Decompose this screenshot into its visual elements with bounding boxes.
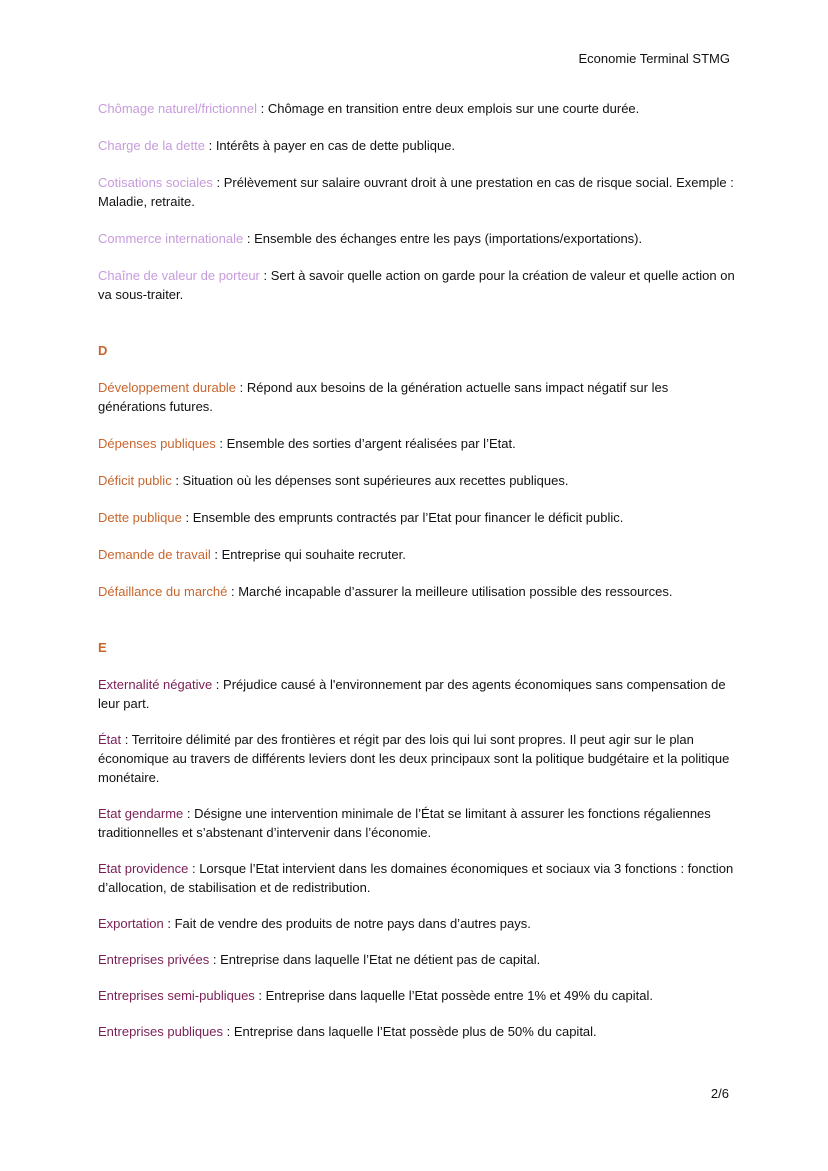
glossary-term: Défaillance du marché — [98, 584, 228, 599]
glossary-entry — [98, 173, 738, 211]
glossary-term: Etat gendarme — [98, 806, 184, 821]
glossary-definition: Répond aux besoins de la génération actuelle sans impact négatif sur les générations futures. — [98, 380, 669, 414]
glossary-term: Etat providence — [98, 861, 189, 876]
page-number: 2/6 — [710, 1086, 729, 1101]
glossary-definition: Préjudice causé à l'environnement par des agents économiques sans compensation de leur part. — [98, 677, 726, 711]
term-separator: : — [121, 732, 132, 747]
term-separator: : — [243, 231, 255, 246]
term-separator: : — [204, 138, 216, 153]
glossary-entry — [98, 434, 738, 453]
term-separator: : — [259, 268, 271, 283]
term-separator: : — [212, 677, 224, 692]
section-letter-d: D — [98, 343, 108, 358]
term-separator: : — [215, 436, 227, 451]
glossary-definition: Ensemble des sorties d’argent réalisées par l’Etat. — [226, 436, 516, 451]
glossary-entry — [98, 1022, 738, 1041]
glossary-term: Charge de la dette — [98, 138, 205, 153]
glossary-entry — [98, 229, 738, 248]
term-separator: : — [254, 988, 266, 1003]
glossary-definition: Entreprise qui souhaite recruter. — [221, 547, 406, 562]
term-separator: : — [227, 584, 239, 599]
glossary-definition: Fait de vendre des produits de notre pays dans d’autres pays. — [174, 916, 531, 931]
term-separator: : — [181, 510, 193, 525]
glossary-term: Entreprises privées — [98, 952, 210, 967]
glossary-term: Cotisations sociales — [98, 175, 213, 190]
term-separator: : — [210, 547, 222, 562]
term-separator: : — [171, 473, 183, 488]
glossary-definition: Entreprise dans laquelle l’Etat possède entre 1% et 49% du capital. — [265, 988, 653, 1003]
glossary-term: Entreprises semi-publiques — [98, 988, 255, 1003]
term-separator: : — [223, 1024, 234, 1039]
glossary-term: Développement durable — [98, 380, 237, 395]
glossary-entry — [98, 136, 738, 155]
term-separator: : — [256, 101, 268, 116]
glossary-term: Déficit public — [98, 473, 172, 488]
term-separator: : — [236, 380, 247, 395]
glossary-definition: Prélèvement sur salaire ouvrant droit à une prestation en cas de risque social. Exemple : Maladie, retraite. — [98, 175, 734, 209]
glossary-entry — [98, 99, 738, 118]
document-header: Economie Terminal STMG — [578, 51, 730, 66]
glossary-term: Exportation — [98, 916, 164, 931]
glossary-entry — [98, 266, 738, 304]
glossary-entry — [98, 582, 738, 601]
glossary-entry — [98, 471, 738, 490]
glossary-term: Chômage naturel/frictionnel — [98, 101, 257, 116]
glossary-term: Entreprises publiques — [98, 1024, 224, 1039]
term-separator: : — [188, 861, 200, 876]
glossary-entry — [98, 950, 738, 969]
glossary-entry — [98, 914, 738, 933]
glossary-entry — [98, 986, 738, 1005]
glossary-definition: Marché incapable d’assurer la meilleure utilisation possible des ressources. — [238, 584, 673, 599]
glossary-term: État — [98, 732, 122, 747]
term-separator: : — [183, 806, 195, 821]
glossary-term: Demande de travail — [98, 547, 211, 562]
glossary-definition: Entreprise dans laquelle l’Etat ne détient pas de capital. — [220, 952, 541, 967]
glossary-entry — [98, 378, 738, 416]
term-separator: : — [209, 952, 221, 967]
glossary-term: Externalité négative — [98, 677, 213, 692]
glossary-entry — [98, 859, 738, 897]
glossary-definition: Lorsque l’Etat intervient dans les domaines économiques et sociaux via 3 fonctions : fonction d’allocation, de stabilisation et de redistribution. — [98, 861, 734, 895]
glossary-definition: Situation où les dépenses sont supérieures aux recettes publiques. — [182, 473, 569, 488]
glossary-definition: Territoire délimité par des frontières et régit par des lois qui lui sont propres. Il peut agir sur le plan économique au travers de différents leviers dont les deux principaux sont la politique budgétaire et la politique monétaire. — [98, 732, 730, 785]
glossary-entry — [98, 545, 738, 564]
glossary-definition: Ensemble des échanges entre les pays (importations/exportations). — [254, 231, 643, 246]
glossary-definition: Désigne une intervention minimale de l’État se limitant à assurer les fonctions régaliennes traditionnelles et s’abstenant d’intervenir dans l’économie. — [98, 806, 711, 840]
glossary-entry — [98, 508, 738, 527]
glossary-content — [98, 99, 738, 1041]
section-letter-e: E — [98, 640, 107, 655]
glossary-entry — [98, 675, 738, 713]
glossary-entry — [98, 804, 738, 842]
glossary-term: Chaîne de valeur de porteur — [98, 268, 260, 283]
term-separator: : — [212, 175, 224, 190]
glossary-definition: Entreprise dans laquelle l’Etat possède plus de 50% du capital. — [233, 1024, 597, 1039]
glossary-term: Dette publique — [98, 510, 182, 525]
glossary-term: Dépenses publiques — [98, 436, 216, 451]
glossary-entry — [98, 730, 738, 787]
glossary-definition: Ensemble des emprunts contractés par l’Etat pour financer le déficit public. — [192, 510, 624, 525]
glossary-term: Commerce internationale — [98, 231, 244, 246]
glossary-definition: Intérêts à payer en cas de dette publique. — [215, 138, 456, 153]
glossary-definition: Sert à savoir quelle action on garde pour la création de valeur et quelle action on va sous-traiter. — [98, 268, 735, 302]
glossary-definition: Chômage en transition entre deux emplois sur une courte durée. — [267, 101, 640, 116]
term-separator: : — [163, 916, 175, 931]
